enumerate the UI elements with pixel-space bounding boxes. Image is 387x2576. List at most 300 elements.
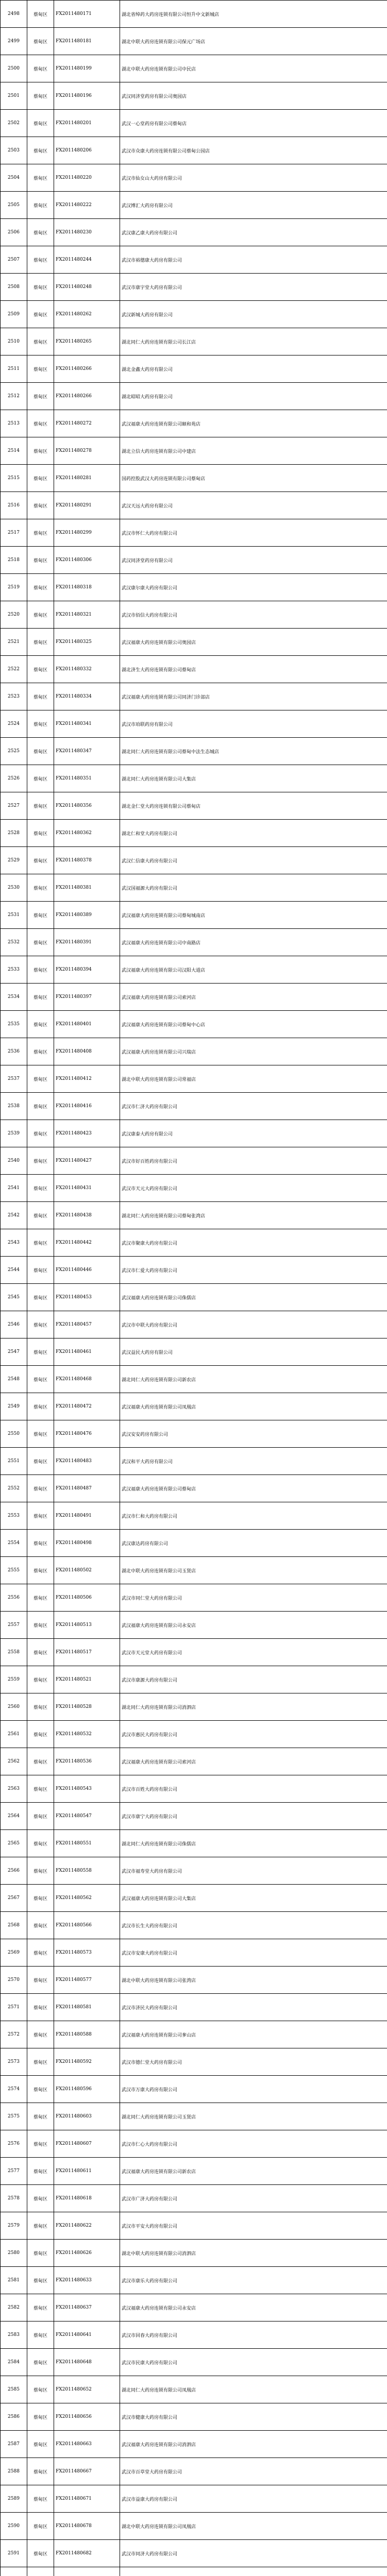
table-row [1,2212,387,2240]
row-number-cell: 2554 [1,1530,27,1557]
district-cell: 蔡甸区 [27,1175,54,1202]
table-row [1,1857,387,1885]
pharmacy-name-cell: 武汉福康大药房连锁有限公司蔡甸城南店 [120,902,387,929]
pharmacy-name-cell: 湖北同仁大药房连锁有限公司新农店 [120,1366,387,1393]
district-cell: 蔡甸区 [27,1338,54,1366]
row-number-cell: 2508 [1,274,27,301]
pharmacy-name-cell: 武汉福康大药房连锁有限公司大集店 [120,1885,387,1912]
table-row [1,301,387,328]
license-code-cell: FX2011480528 [54,1693,120,1721]
row-number-cell: 2560 [1,1693,27,1721]
row-number-cell: 2556 [1,1584,27,1612]
row-number-cell: 2516 [1,492,27,519]
district-cell: 蔡甸区 [27,2349,54,2376]
row-number-cell: 2531 [1,902,27,929]
table-row [1,110,387,137]
license-code-cell: FX2011480498 [54,1530,120,1557]
district-cell: 蔡甸区 [27,2431,54,2458]
table-row [1,574,387,601]
row-number-cell: 2522 [1,656,27,683]
district-cell: 蔡甸区 [27,1557,54,1584]
license-code-cell: FX2011480401 [54,1011,120,1038]
pharmacy-name-cell: 湖北仁和堂大药房有限公司 [120,820,387,847]
license-code-cell: FX2011480341 [54,710,120,738]
district-cell: 蔡甸区 [27,2103,54,2130]
pharmacy-name-cell: 武汉康泰大药房有限公司 [120,1120,387,1147]
table-row [1,1420,387,1448]
row-number-cell: 2498 [1,1,27,28]
license-code-cell: FX2011480648 [54,2349,120,2376]
pharmacy-name-cell: 武汉市仁爱大药房有限公司 [120,1257,387,1284]
row-number-cell: 2575 [1,2103,27,2130]
pharmacy-name-cell: 湖北中联大药房连锁有限公司消泗店 [120,2240,387,2267]
license-code-cell: FX2011480266 [54,383,120,410]
district-cell: 蔡甸区 [27,28,54,55]
license-code-cell: FX2011480378 [54,847,120,874]
table-row [1,2349,387,2376]
license-code-cell: FX2011480248 [54,274,120,301]
license-code-cell: FX2011480656 [54,2403,120,2431]
table-row [1,1666,387,1693]
table-row [1,492,387,519]
district-cell: 蔡甸区 [27,629,54,656]
license-code-cell: FX2011480321 [54,601,120,629]
license-code-cell: FX2011480266 [54,355,120,383]
row-number-cell: 2509 [1,301,27,328]
license-code-cell: FX2011480334 [54,683,120,710]
pharmacy-name-cell: 湖北昭昭大药房有限公司 [120,383,387,410]
table-row [1,1393,387,1420]
pharmacy-name-cell: 武汉同济堂药房有限公司 [120,547,387,574]
district-cell: 蔡甸区 [27,1093,54,1120]
pharmacy-name-cell: 武汉市回春大药房有限公司 [120,2321,387,2349]
license-code-cell: FX2011480453 [54,1284,120,1311]
pharmacy-name-cell: 武汉一心堂药房有限公司蔡甸店 [120,110,387,137]
district-cell: 蔡甸区 [27,738,54,765]
row-number-cell: 2568 [1,1912,27,1939]
license-code-cell: FX2011480457 [54,1311,120,1338]
license-code-cell: FX2011480536 [54,1748,120,1775]
license-code-cell: FX2011480633 [54,2267,120,2294]
table-row [1,1065,387,1093]
pharmacy-name-cell: 武汉康达药房有限公司 [120,1530,387,1557]
table-row [1,738,387,765]
row-number-cell: 2521 [1,629,27,656]
row-number-cell: 2527 [1,792,27,820]
row-number-cell: 2588 [1,2458,27,2485]
row-number-cell: 2589 [1,2485,27,2513]
district-cell: 蔡甸区 [27,1721,54,1748]
table-row [1,410,387,437]
district-cell: 蔡甸区 [27,2021,54,2048]
license-code-cell: FX2011480476 [54,1420,120,1448]
table-row [1,1448,387,1475]
license-code-cell: FX2011480682 [54,2540,120,2567]
table-row [1,1912,387,1939]
table-row [1,929,387,956]
license-code-cell: FX2011480391 [54,929,120,956]
row-number-cell: 2514 [1,437,27,465]
pharmacy-name-cell: 湖北同仁大药房连锁有限公司凤凰店 [120,2376,387,2403]
district-cell: 蔡甸区 [27,1448,54,1475]
license-code-cell [54,2567,120,2576]
table-row [1,2321,387,2349]
license-code-cell: FX2011480566 [54,1912,120,1939]
row-number-cell: 2541 [1,1175,27,1202]
district-cell: 蔡甸区 [27,1366,54,1393]
table-body [1,1,387,2576]
district-cell: 蔡甸区 [27,1284,54,1311]
pharmacy-name-cell: 武汉福康大药房连锁有限公司奥园店 [120,629,387,656]
district-cell: 蔡甸区 [27,1830,54,1857]
district-cell: 蔡甸区 [27,1530,54,1557]
table-row [1,1557,387,1584]
district-cell: 蔡甸区 [27,874,54,902]
row-number-cell: 2571 [1,1994,27,2021]
license-code-cell: FX2011480408 [54,1038,120,1065]
pharmacy-name-cell: 湖北同仁大药房连锁有限公司长江店 [120,328,387,355]
row-number-cell: 2503 [1,137,27,164]
row-number-cell: 2520 [1,601,27,629]
pharmacy-name-cell: 武汉市德仁堂大药房有限公司 [120,2048,387,2076]
row-number-cell: 2569 [1,1939,27,1967]
district-cell: 蔡甸区 [27,1257,54,1284]
table-row [1,1967,387,1994]
table-row [1,984,387,1011]
pharmacy-name-cell: 武汉福康大药房连锁有限公司新农店 [120,2158,387,2185]
row-number-cell: 2551 [1,1448,27,1475]
license-code-cell: FX2011480577 [54,1967,120,1994]
license-code-cell: FX2011480431 [54,1175,120,1202]
license-code-cell: FX2011480206 [54,137,120,164]
row-number-cell: 2552 [1,1475,27,1502]
district-cell: 蔡甸区 [27,656,54,683]
district-cell: 蔡甸区 [27,1994,54,2021]
pharmacy-name-cell: 湖北立信大药房连锁有限公司中建店 [120,437,387,465]
district-cell: 蔡甸区 [27,55,54,82]
license-code-cell: FX2011480618 [54,2185,120,2212]
pharmacy-name-cell: 武汉市佰信大药房有限公司 [120,601,387,629]
pharmacy-name-cell: 武汉康尔康大药房有限公司 [120,574,387,601]
row-number-cell: 2529 [1,847,27,874]
district-cell: 蔡甸区 [27,1803,54,1830]
row-number-cell: 2555 [1,1557,27,1584]
table-row [1,547,387,574]
pharmacy-name-cell [120,2567,387,2576]
license-code-cell: FX2011480592 [54,2048,120,2076]
license-code-cell: FX2011480442 [54,1229,120,1257]
row-number-cell: 2565 [1,1830,27,1857]
table-row [1,1475,387,1502]
table-row [1,437,387,465]
table-row [1,765,387,792]
table-row [1,1093,387,1120]
district-cell: 蔡甸区 [27,2540,54,2567]
pharmacy-name-cell: 湖北省绰药大药房连锁有限公司恒升中文新城店 [120,1,387,28]
table-row [1,82,387,110]
license-code-cell: FX2011480362 [54,820,120,847]
pharmacy-name-cell: 湖北中联大药房连锁有限公司中民店 [120,55,387,82]
pharmacy-name-cell: 武汉市同仁堂大药房有限公司 [120,1584,387,1612]
pharmacy-name-cell: 湖北中联大药房连锁有限公司凤凰店 [120,2513,387,2540]
pharmacy-name-cell: 湖北济生大药房连锁有限公司蔡甸店 [120,656,387,683]
district-cell: 蔡甸区 [27,465,54,492]
row-number-cell: 2584 [1,2349,27,2376]
row-number-cell: 2587 [1,2431,27,2458]
row-number-cell: 2553 [1,1502,27,1530]
pharmacy-name-cell: 武汉同济堂药房有限公司奥园店 [120,82,387,110]
table-row [1,1202,387,1229]
license-code-cell: FX2011480506 [54,1584,120,1612]
license-code-cell: FX2011480551 [54,1830,120,1857]
row-number-cell: 2572 [1,2021,27,2048]
license-code-cell: FX2011480483 [54,1448,120,1475]
license-code-cell: FX2011480397 [54,984,120,1011]
row-number-cell: 2577 [1,2158,27,2185]
table-row [1,820,387,847]
district-cell: 蔡甸区 [27,574,54,601]
license-code-cell: FX2011480265 [54,328,120,355]
table-row [1,2294,387,2321]
pharmacy-name-cell: 武汉市惠民大药房有限公司 [120,1721,387,1748]
district-cell: 蔡甸区 [27,984,54,1011]
pharmacy-name-cell: 武汉康乙康大药房有限公司 [120,219,387,246]
pharmacy-name-cell: 武汉市裕德康大药房有限公司 [120,246,387,274]
district-cell: 蔡甸区 [27,902,54,929]
row-number-cell: 2583 [1,2321,27,2349]
license-code-cell: FX2011480171 [54,1,120,28]
district-cell: 蔡甸区 [27,1666,54,1693]
district-cell: 蔡甸区 [27,1939,54,1967]
license-code-cell: FX2011480588 [54,2021,120,2048]
license-code-cell: FX2011480626 [54,2240,120,2267]
pharmacy-name-cell: 武汉市珀联药房有限公司 [120,710,387,738]
table-row [1,1693,387,1721]
table-row [1,1502,387,1530]
pharmacy-name-cell: 湖北同仁大药房连锁有限公司玉贤店 [120,2103,387,2130]
pharmacy-name-cell: 湖北中联大药房连锁有限公司保元广场店 [120,28,387,55]
row-number-cell: 2523 [1,683,27,710]
license-code-cell: FX2011480502 [54,1557,120,1584]
table-row [1,519,387,547]
row-number-cell: 2559 [1,1666,27,1693]
license-code-cell: FX2011480394 [54,956,120,984]
pharmacy-name-cell: 国药控股武汉大药房连锁有限公司蔡甸店 [120,465,387,492]
pharmacy-name-cell: 武汉市众康大药房连锁有限公司蔡甸公园店 [120,137,387,164]
table-row [1,2048,387,2076]
license-code-cell: FX2011480412 [54,1065,120,1093]
license-code-cell: FX2011480230 [54,219,120,246]
pharmacy-name-cell: 湖北金鑫大药房有限公司 [120,355,387,383]
pharmacy-name-cell: 武汉市天元大药房有限公司 [120,1175,387,1202]
license-code-cell: FX2011480389 [54,902,120,929]
table-row [1,683,387,710]
table-row [1,28,387,55]
row-number-cell: 2545 [1,1284,27,1311]
table-row [1,1803,387,1830]
pharmacy-name-cell: 武汉福康大药房连锁有限公司奓山店 [120,2021,387,2048]
pharmacy-name-cell: 武汉市中联大药房有限公司 [120,1311,387,1338]
district-cell: 蔡甸区 [27,1011,54,1038]
pharmacy-name-cell: 武汉市健康大药房有限公司 [120,2403,387,2431]
row-number-cell: 2567 [1,1885,27,1912]
row-number-cell: 2561 [1,1721,27,1748]
row-number-cell: 2558 [1,1639,27,1666]
row-number-cell: 2500 [1,55,27,82]
district-cell: 蔡甸区 [27,519,54,547]
row-number-cell: 2517 [1,519,27,547]
row-number-cell: 2534 [1,984,27,1011]
license-code-cell: FX2011480468 [54,1366,120,1393]
table-row [1,1775,387,1803]
table-row [1,874,387,902]
pharmacy-name-cell: 武汉福康大药房连锁有限公司索河店 [120,1748,387,1775]
row-number-cell: 2525 [1,738,27,765]
district-cell: 蔡甸区 [27,820,54,847]
table-row [1,2376,387,2403]
pharmacy-name-cell: 武汉福康大药房连锁有限公司永安店 [120,1612,387,1639]
row-number-cell: 2528 [1,820,27,847]
row-number-cell: 2540 [1,1147,27,1175]
row-number-cell: 2578 [1,2185,27,2212]
license-code-cell: FX2011480381 [54,874,120,902]
pharmacy-name-cell: 武汉福康大药房连锁有限公司永安店 [120,2294,387,2321]
district-cell: 蔡甸区 [27,956,54,984]
table-row [1,1229,387,1257]
table-row [1,55,387,82]
row-number-cell: 2513 [1,410,27,437]
table-row [1,1284,387,1311]
pharmacy-name-cell: 武汉福康大药房连锁有限公司蔡甸中心店 [120,1011,387,1038]
district-cell: 蔡甸区 [27,437,54,465]
table-row [1,219,387,246]
pharmacy-name-cell: 湖北同仁大药房连锁有限公司蔡甸张湾店 [120,1202,387,1229]
district-cell: 蔡甸区 [27,82,54,110]
license-code-cell: FX2011480244 [54,246,120,274]
row-number-cell: 2579 [1,2212,27,2240]
district-cell: 蔡甸区 [27,1393,54,1420]
license-code-cell: FX2011480318 [54,574,120,601]
row-number-cell: 2546 [1,1311,27,1338]
table-row [1,2513,387,2540]
license-code-cell: FX2011480306 [54,547,120,574]
license-code-cell: FX2011480325 [54,629,120,656]
row-number-cell: 2557 [1,1612,27,1639]
table-row [1,274,387,301]
district-cell: 蔡甸区 [27,601,54,629]
license-code-cell: FX2011480181 [54,28,120,55]
pharmacy-name-cell: 湖北同仁大药房连锁有限公司大集店 [120,765,387,792]
row-number-cell: 2566 [1,1857,27,1885]
pharmacy-name-cell: 武汉市天元堂大药房有限公司 [120,1639,387,1666]
district-cell: 蔡甸区 [27,2458,54,2485]
row-number-cell: 2518 [1,547,27,574]
table-row [1,847,387,874]
district-cell: 蔡甸区 [27,492,54,519]
table-row [1,710,387,738]
pharmacy-name-cell: 武汉博汇大药房有限公司 [120,192,387,219]
district-cell: 蔡甸区 [27,2403,54,2431]
district-cell: 蔡甸区 [27,219,54,246]
table-row [1,383,387,410]
table-row [1,2540,387,2567]
license-code-cell: FX2011480278 [54,437,120,465]
license-code-cell: FX2011480199 [54,55,120,82]
pharmacy-name-cell: 武汉市百草堂大药房有限公司 [120,2458,387,2485]
table-row [1,1038,387,1065]
district-cell: 蔡甸区 [27,710,54,738]
row-number-cell: 2570 [1,1967,27,1994]
district-cell: 蔡甸区 [27,1748,54,1775]
pharmacy-name-cell: 武汉市康源大药房有限公司 [120,1666,387,1693]
license-code-cell: FX2011480547 [54,1803,120,1830]
table-row [1,192,387,219]
pharmacy-name-cell: 武汉市平安大药房有限公司 [120,2212,387,2240]
license-code-cell: FX2011480201 [54,110,120,137]
row-number-cell: 2574 [1,2076,27,2103]
district-cell: 蔡甸区 [27,328,54,355]
row-number-cell: 2563 [1,1775,27,1803]
row-number-cell: 2506 [1,219,27,246]
table-row [1,465,387,492]
district-cell: 蔡甸区 [27,110,54,137]
district-cell: 蔡甸区 [27,274,54,301]
license-code-cell: FX2011480416 [54,1093,120,1120]
row-number-cell: 2533 [1,956,27,984]
district-cell: 蔡甸区 [27,1584,54,1612]
row-number-cell: 2562 [1,1748,27,1775]
row-number-cell: 2519 [1,574,27,601]
pharmacy-name-cell: 武汉福康大药房连锁有限公司同济门诊部店 [120,683,387,710]
row-number-cell: 2501 [1,82,27,110]
row-number-cell: 2544 [1,1257,27,1284]
row-number-cell: 2581 [1,2267,27,2294]
table-row [1,2185,387,2212]
pharmacy-name-cell: 武汉福康大药房连锁有限公司索河店 [120,984,387,1011]
row-number-cell: 2548 [1,1366,27,1393]
row-number-cell: 2537 [1,1065,27,1093]
row-number-cell: 2539 [1,1120,27,1147]
row-number-cell: 2582 [1,2294,27,2321]
pharmacy-name-cell: 武汉市广济大药房有限公司 [120,2185,387,2212]
district-cell: 蔡甸区 [27,2185,54,2212]
table-row [1,2158,387,2185]
license-code-cell: FX2011480281 [54,465,120,492]
district-cell: 蔡甸区 [27,1639,54,1666]
pharmacy-name-cell: 湖北中联大药房连锁有限公司玉贤店 [120,1557,387,1584]
table-row [1,2240,387,2267]
license-code-cell: FX2011480532 [54,1721,120,1748]
district-cell: 蔡甸区 [27,2158,54,2185]
district-cell: 蔡甸区 [27,1857,54,1885]
district-cell: 蔡甸区 [27,1475,54,1502]
pharmacy-name-cell: 武汉市福寿堂大药房有限公司 [120,1857,387,1885]
table-row [1,656,387,683]
pharmacy-name-cell: 湖北同仁大药房连锁有限公司蔡甸中法生态城店 [120,738,387,765]
pharmacy-name-cell: 武汉国福源大药房有限公司 [120,874,387,902]
license-code-cell: FX2011480596 [54,2076,120,2103]
license-code-cell: FX2011480558 [54,1857,120,1885]
table-row [1,2458,387,2485]
district-cell: 蔡甸区 [27,1775,54,1803]
district-cell: 蔡甸区 [27,1967,54,1994]
row-number-cell: 2507 [1,246,27,274]
row-number-cell: 2542 [1,1202,27,1229]
license-code-cell: FX2011480356 [54,792,120,820]
district-cell: 蔡甸区 [27,355,54,383]
district-cell: 蔡甸区 [27,2485,54,2513]
table-row [1,1,387,28]
